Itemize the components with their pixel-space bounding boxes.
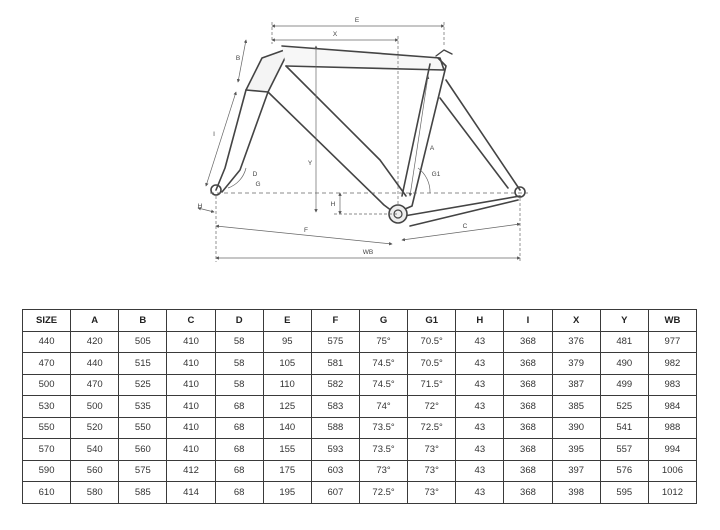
table-cell: 541	[600, 417, 648, 439]
table-cell: 43	[456, 439, 504, 461]
header-wb: WB	[648, 310, 696, 332]
label-B: B	[235, 55, 241, 62]
table-cell: 368	[504, 482, 552, 504]
table-cell: 505	[119, 331, 167, 353]
table-cell: 585	[119, 482, 167, 504]
table-cell: 74.5°	[359, 353, 407, 375]
label-H: H	[330, 201, 336, 208]
table-cell: 385	[552, 396, 600, 418]
table-cell: 73°	[408, 460, 456, 482]
table-row	[23, 353, 697, 375]
table-cell: 582	[311, 374, 359, 396]
table-cell: 414	[167, 482, 215, 504]
table-cell: 368	[504, 331, 552, 353]
table-cell: 490	[600, 353, 648, 375]
table-cell: 580	[71, 482, 119, 504]
table-row	[23, 417, 697, 439]
table-cell: 575	[311, 331, 359, 353]
header-c: C	[167, 310, 215, 332]
header-g: G	[359, 310, 407, 332]
table-header-row	[23, 310, 697, 332]
table-cell: 74.5°	[359, 374, 407, 396]
table-cell: 412	[167, 460, 215, 482]
table-cell: 1012	[648, 482, 696, 504]
table-row	[23, 331, 697, 353]
table-cell: 520	[71, 417, 119, 439]
table-cell: 376	[552, 331, 600, 353]
label-X: X	[332, 31, 338, 38]
table-cell: 175	[263, 460, 311, 482]
down-tube	[268, 66, 406, 214]
label-D: D	[252, 171, 258, 178]
table-cell: 982	[648, 353, 696, 375]
table-cell: 387	[552, 374, 600, 396]
table-cell: 72.5°	[408, 417, 456, 439]
table-cell: 410	[167, 374, 215, 396]
table-cell: 500	[71, 396, 119, 418]
label-D-offset: H	[197, 203, 203, 210]
table-cell: 550	[119, 417, 167, 439]
table-cell: 72°	[408, 396, 456, 418]
table-cell: 557	[600, 439, 648, 461]
table-cell: 73°	[359, 460, 407, 482]
table-cell: 70.5°	[408, 353, 456, 375]
table-cell: 525	[119, 374, 167, 396]
table-cell: 397	[552, 460, 600, 482]
table-cell: 525	[600, 396, 648, 418]
table-cell: 379	[552, 353, 600, 375]
header-x: X	[552, 310, 600, 332]
label-F: F	[304, 227, 308, 234]
table-cell: 368	[504, 417, 552, 439]
header-a: A	[71, 310, 119, 332]
table-cell: 390	[552, 417, 600, 439]
header-e: E	[263, 310, 311, 332]
table-cell: 73.5°	[359, 417, 407, 439]
bike-frame	[211, 46, 525, 226]
table-cell: 984	[648, 396, 696, 418]
table-row	[23, 460, 697, 482]
table-cell: 58	[215, 353, 263, 375]
label-G: G	[255, 181, 261, 188]
table-cell: 75°	[359, 331, 407, 353]
table-cell: 470	[71, 374, 119, 396]
table-row	[23, 374, 697, 396]
table-row	[23, 482, 697, 504]
table-cell: 368	[504, 353, 552, 375]
table-body	[23, 331, 697, 503]
table-cell: 73°	[408, 439, 456, 461]
table-cell: 593	[311, 439, 359, 461]
seat-stay	[440, 80, 520, 190]
table-cell: 410	[167, 417, 215, 439]
table-cell: 58	[215, 331, 263, 353]
label-C: C	[462, 223, 468, 230]
table-cell: 155	[263, 439, 311, 461]
table-cell: 410	[167, 353, 215, 375]
table-cell: 581	[311, 353, 359, 375]
table-cell: 576	[600, 460, 648, 482]
table-cell: 535	[119, 396, 167, 418]
table-cell: 140	[263, 417, 311, 439]
table-cell: 560	[71, 460, 119, 482]
table-cell: 95	[263, 331, 311, 353]
label-E: E	[354, 17, 360, 24]
label-WB: WB	[362, 249, 374, 256]
table-cell: 499	[600, 374, 648, 396]
table-cell: 105	[263, 353, 311, 375]
table-cell: 72.5°	[359, 482, 407, 504]
label-G1: G1	[431, 171, 441, 178]
table-cell: 395	[552, 439, 600, 461]
top-tube	[282, 46, 444, 70]
table-cell: 68	[215, 396, 263, 418]
label-A: A	[429, 145, 435, 152]
seat-post	[436, 50, 452, 56]
head-tube	[246, 48, 290, 92]
header-y: Y	[600, 310, 648, 332]
table-cell: 73.5°	[359, 439, 407, 461]
table-cell: 575	[119, 460, 167, 482]
table-cell: 368	[504, 374, 552, 396]
table-cell: 58	[215, 374, 263, 396]
table-cell: 610	[23, 482, 71, 504]
table-cell: 368	[504, 460, 552, 482]
table-cell: 43	[456, 374, 504, 396]
table-cell: 588	[311, 417, 359, 439]
table-cell: 125	[263, 396, 311, 418]
header-b: B	[119, 310, 167, 332]
table-cell: 68	[215, 417, 263, 439]
table-cell: 43	[456, 396, 504, 418]
table-cell: 70.5°	[408, 331, 456, 353]
table-cell: 470	[23, 353, 71, 375]
header-g1: G1	[408, 310, 456, 332]
table-cell: 398	[552, 482, 600, 504]
table-cell: 43	[456, 482, 504, 504]
table-cell: 410	[167, 439, 215, 461]
table-cell: 977	[648, 331, 696, 353]
table-cell: 43	[456, 353, 504, 375]
table-cell: 540	[71, 439, 119, 461]
table-cell: 195	[263, 482, 311, 504]
table-cell: 595	[600, 482, 648, 504]
table-cell: 43	[456, 460, 504, 482]
table-cell: 994	[648, 439, 696, 461]
header-d: D	[215, 310, 263, 332]
table-cell: 590	[23, 460, 71, 482]
table-cell: 368	[504, 396, 552, 418]
table-cell: 983	[648, 374, 696, 396]
table-cell: 583	[311, 396, 359, 418]
table-cell: 603	[311, 460, 359, 482]
table-cell: 410	[167, 331, 215, 353]
header-h: H	[456, 310, 504, 332]
table-cell: 68	[215, 439, 263, 461]
label-I: I	[213, 131, 215, 138]
table-cell: 530	[23, 396, 71, 418]
table-cell: 1006	[648, 460, 696, 482]
table-cell: 440	[71, 353, 119, 375]
table-cell: 420	[71, 331, 119, 353]
table-cell: 988	[648, 417, 696, 439]
table-cell: 110	[263, 374, 311, 396]
table-row	[23, 396, 697, 418]
table-cell: 43	[456, 331, 504, 353]
table-cell: 570	[23, 439, 71, 461]
geometry-table	[22, 309, 697, 504]
table-row	[23, 439, 697, 461]
header-f: F	[311, 310, 359, 332]
table-cell: 440	[23, 331, 71, 353]
table-cell: 500	[23, 374, 71, 396]
table-cell: 73°	[408, 482, 456, 504]
table-cell: 43	[456, 417, 504, 439]
table-cell: 74°	[359, 396, 407, 418]
label-Y: Y	[307, 160, 313, 167]
table-cell: 68	[215, 460, 263, 482]
table-cell: 68	[215, 482, 263, 504]
fork	[216, 90, 268, 192]
table-cell: 481	[600, 331, 648, 353]
table-cell: 560	[119, 439, 167, 461]
table-cell: 607	[311, 482, 359, 504]
table-cell: 550	[23, 417, 71, 439]
header-size: SIZE	[23, 310, 71, 332]
table-cell: 71.5°	[408, 374, 456, 396]
seat-tube	[398, 58, 446, 212]
chain-stay	[404, 196, 520, 226]
table-cell: 410	[167, 396, 215, 418]
table-cell: 515	[119, 353, 167, 375]
table-cell: 368	[504, 439, 552, 461]
header-i: I	[504, 310, 552, 332]
